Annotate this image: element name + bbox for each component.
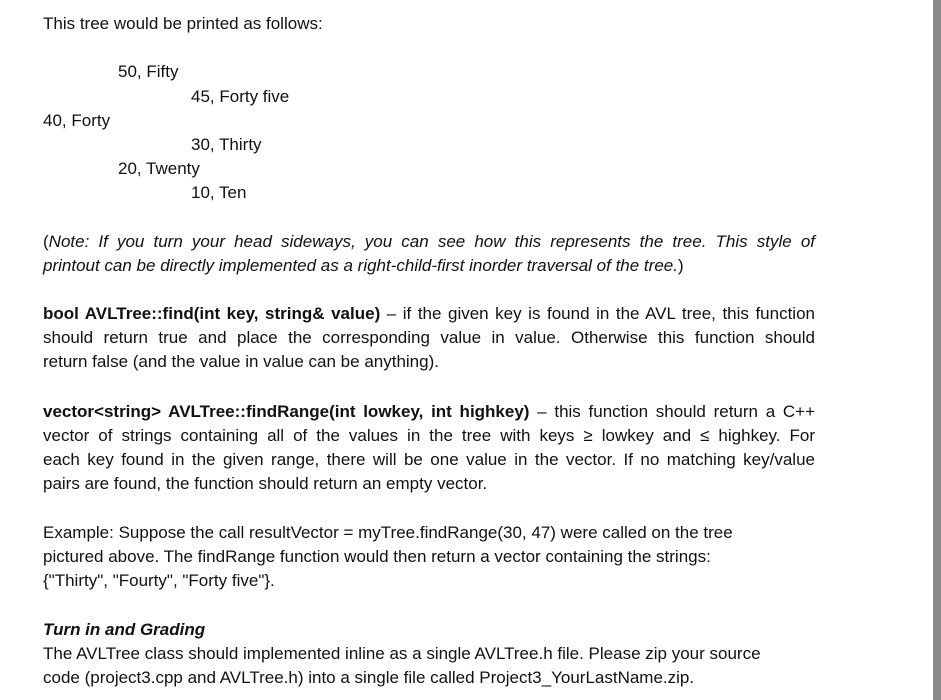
- example-line3: {"Thirty", "Fourty", "Forty five"}.: [43, 571, 275, 590]
- find-range-desc-line1: – this function should return a C++: [529, 402, 816, 421]
- tree-line: 45, Forty five: [191, 87, 290, 106]
- example-line1: Example: Suppose the call resultVector = myTree.findRange(30, 47) were called on the tree: [43, 523, 733, 542]
- find-desc-line3: return false (and the value in value can be anything).: [43, 352, 439, 371]
- find-range-signature: vector<string> AVLTree::findRange(int lowkey, int highkey): [43, 402, 530, 421]
- find-desc-line2: should return true and place the corresponding value in value. Otherwise this function should: [43, 328, 815, 347]
- find-range-desc-line4: pairs are found, the function should return an empty vector.: [43, 474, 488, 493]
- tree-line: 30, Thirty: [191, 135, 262, 154]
- turn-in-line2: code (project3.cpp and AVLTree.h) into a single file called Project3_YourLastName.zip.: [43, 668, 695, 687]
- find-signature: bool AVLTree::find(int key, string& value): [43, 304, 381, 323]
- intro-text: This tree would be printed as follows:: [43, 14, 323, 33]
- tree-line: 10, Ten: [191, 183, 247, 202]
- find-range-desc-line3: each key found in the given range, there will be one value in the vector. If no matching key/value: [43, 450, 815, 469]
- tree-line: 40, Forty: [43, 111, 111, 130]
- turn-in-line1: The AVLTree class should implemented inline as a single AVLTree.h file. Please zip your source: [43, 644, 761, 663]
- example-line2: pictured above. The findRange function would then return a vector containing the strings:: [43, 547, 711, 566]
- find-paragraph: [43, 302, 815, 374]
- find-range-paragraph: [43, 400, 815, 496]
- tree-line: 50, Fifty: [118, 62, 179, 81]
- note-open-paren: (: [43, 232, 49, 251]
- note-close-paren: ): [677, 256, 684, 275]
- tree-line: 20, Twenty: [118, 159, 200, 178]
- note-paragraph: [43, 230, 815, 278]
- find-range-desc-line2: vector of strings containing all of the values in the tree with keys ≥ lowkey and ≤ highkey. For: [43, 426, 815, 445]
- page-edge-divider: [933, 0, 941, 700]
- turn-in-paragraph: [43, 642, 815, 690]
- find-desc-line1: – if the given key is found in the AVL tree, this function: [380, 304, 815, 323]
- note-italic-line2: printout can be directly implemented as a right-child-first inorder traversal of the tree.: [43, 256, 678, 275]
- turn-in-heading: Turn in and Grading: [43, 620, 206, 639]
- example-paragraph: [43, 521, 815, 593]
- note-italic-line1: Note: If you turn your head sideways, you can see how this represents the tree. This style of: [48, 232, 815, 251]
